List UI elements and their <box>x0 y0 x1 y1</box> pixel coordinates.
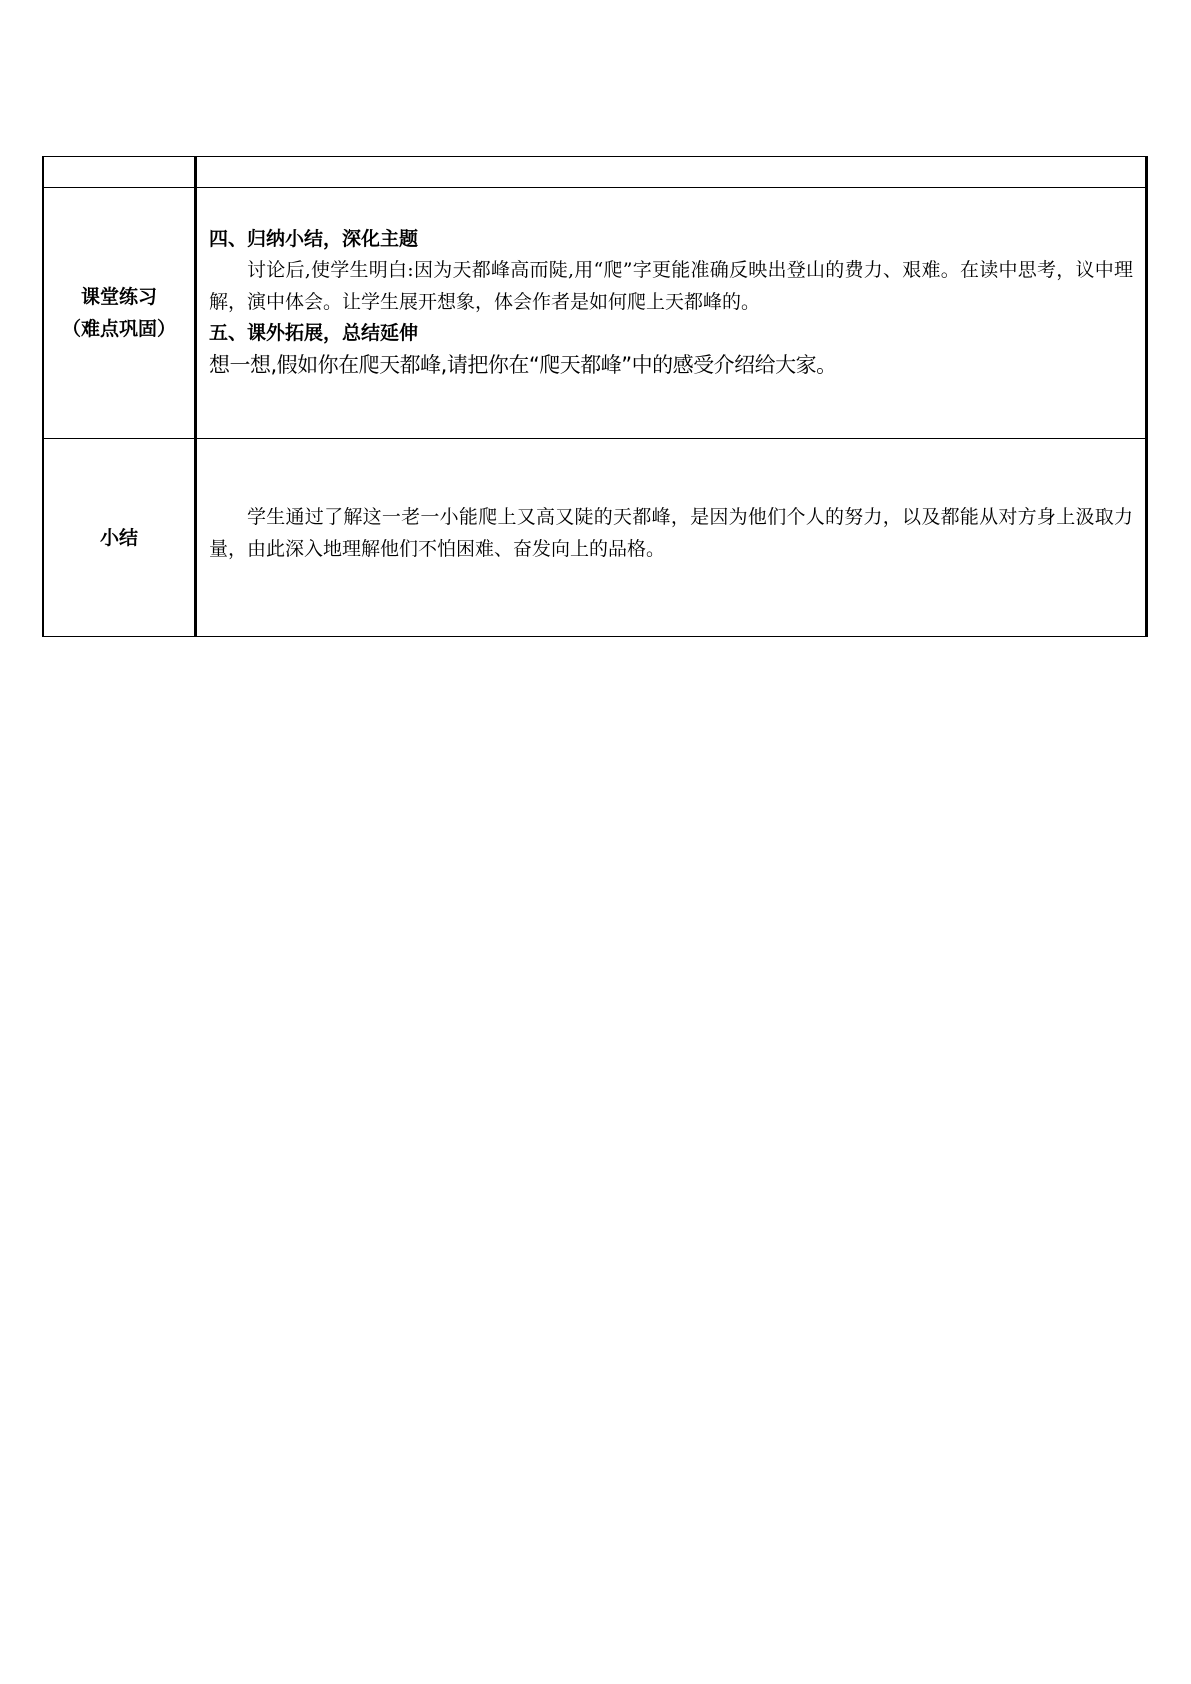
practice-label-line2: （难点巩固） <box>61 318 176 340</box>
practice-label-cell <box>43 188 196 439</box>
section4-heading: 四、归纳小结，深化主题 <box>209 228 419 250</box>
table-row-practice <box>43 188 1147 439</box>
summary-label-cell: 小结 <box>43 439 196 637</box>
practice-label-line1: 课堂练习 <box>80 286 157 308</box>
empty-content-cell <box>196 157 1147 188</box>
summary-content-cell <box>196 439 1147 637</box>
table-row-summary <box>43 439 1147 637</box>
summary-text: 学生通过了解这一老一小能爬上又高又陡的天都峰，是因为他们个人的努力，以及都能从对方身上汲取力量，由此深入地理解他们不怕困难、奋发向上的品格。 <box>209 506 1133 560</box>
practice-content-cell <box>196 188 1147 439</box>
empty-label-cell <box>43 157 196 188</box>
section5-text: 想一想,假如你在爬天都峰,请把你在“爬天都峰”中的感受介绍给大家。 <box>209 353 837 377</box>
section4-text: 讨论后,使学生明白:因为天都峰高而陡,用“爬”字更能准确反映出登山的费力、艰难。在读中思考，议中理解，演中体会。让学生展开想象，体会作者是如何爬上天都峰的。 <box>209 259 1133 313</box>
table-row-empty <box>43 157 1147 188</box>
section5-heading: 五、课外拓展，总结延伸 <box>209 322 419 344</box>
lesson-plan-table <box>42 156 1148 637</box>
